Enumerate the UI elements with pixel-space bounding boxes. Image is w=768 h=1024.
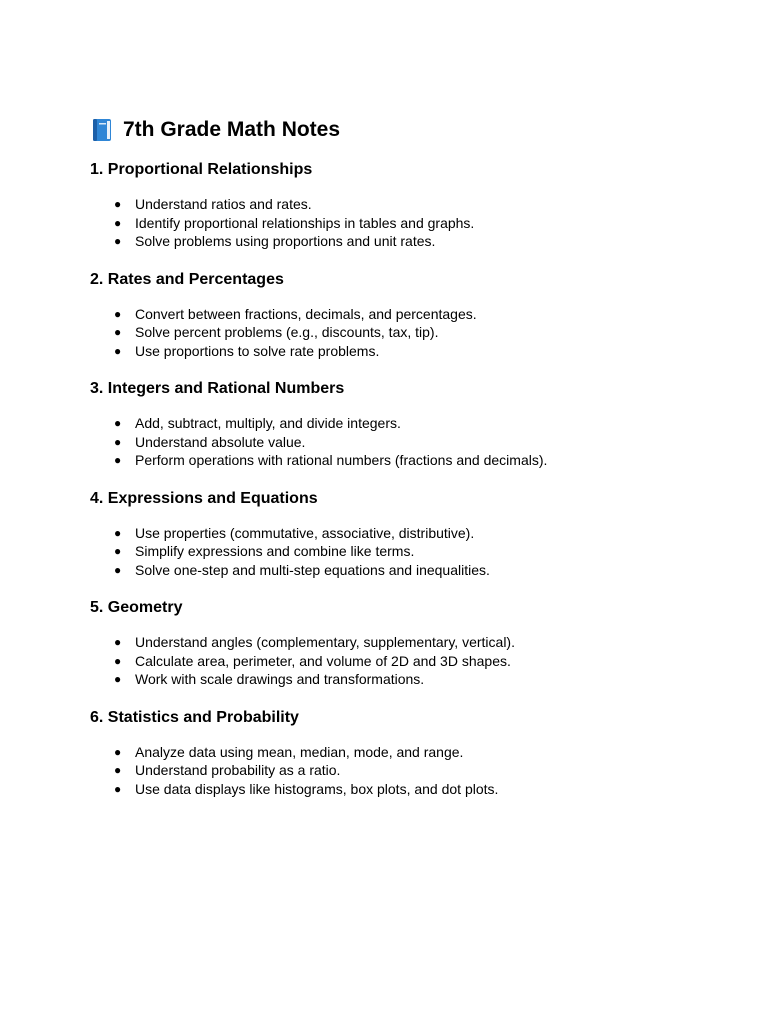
list-item [90, 524, 710, 543]
bullet-list [90, 633, 710, 689]
bullet-list [90, 743, 710, 799]
list-item-text: Use data displays like histograms, box plots, and dot plots. [135, 780, 499, 797]
bullet-icon: ● [114, 434, 122, 449]
list-item-text: Perform operations with rational numbers (fractions and decimals). [135, 452, 548, 468]
bullet-icon: ● [114, 215, 122, 230]
list-item [90, 670, 710, 689]
bullet-list [90, 524, 710, 580]
bullet-list [90, 414, 710, 470]
document-page [90, 115, 710, 816]
bullet-icon: ● [114, 525, 122, 540]
list-item [90, 652, 710, 671]
list-item [90, 305, 710, 324]
list-item-text: Calculate area, perimeter, and volume of 2D and 3D shapes. [135, 652, 511, 669]
list-item [90, 323, 710, 342]
bullet-list [90, 305, 710, 361]
list-item [90, 214, 710, 233]
list-item-text: Use proportions to solve rate problems. [135, 342, 380, 359]
bullet-icon: ● [114, 744, 122, 759]
list-item-text: Simplify expressions and combine like terms. [135, 543, 415, 559]
list-item [90, 542, 710, 561]
list-item [90, 761, 710, 780]
list-item-text: Solve percent problems (e.g., discounts, tax, tip). [135, 324, 439, 340]
list-item [90, 232, 710, 251]
list-item-text: Solve problems using proportions and unit rates. [135, 233, 436, 249]
list-item-text: Analyze data using mean, median, mode, and range. [135, 743, 464, 760]
bullet-icon: ● [114, 635, 122, 649]
list-item [90, 451, 710, 470]
list-item [90, 780, 710, 799]
section-1 [90, 159, 710, 251]
bullet-icon: ● [114, 544, 122, 558]
bullet-icon: ● [114, 763, 122, 777]
list-item-text: Add, subtract, multiply, and divide integers. [135, 415, 401, 431]
bullet-list [90, 195, 710, 251]
list-item-text: Convert between fractions, decimals, and percentages. [135, 305, 477, 322]
document-title [90, 115, 710, 145]
blue-book-icon [90, 118, 114, 142]
list-item-text: Understand ratios and rates. [135, 196, 312, 212]
sections-container [90, 159, 710, 798]
section-4 [90, 488, 710, 580]
list-item [90, 743, 710, 762]
list-item [90, 433, 710, 452]
list-item [90, 342, 710, 361]
bullet-icon: ● [114, 197, 122, 211]
section-3 [90, 378, 710, 470]
list-item-text: Identify proportional relationships in tables and graphs. [135, 214, 475, 231]
section-heading: 3. Integers and Rational Numbers [90, 380, 345, 397]
list-item-text: Use properties (commutative, associative, distributive). [135, 524, 475, 541]
list-item-text: Understand probability as a ratio. [135, 762, 341, 778]
bullet-icon: ● [114, 781, 122, 796]
bullet-icon: ● [114, 562, 122, 577]
bullet-icon: ● [114, 234, 122, 248]
list-item [90, 633, 710, 652]
bullet-icon: ● [114, 306, 122, 321]
list-item-text: Solve one-step and multi-step equations and inequalities. [135, 561, 490, 578]
bullet-icon: ● [114, 672, 122, 686]
section-heading: 6. Statistics and Probability [90, 708, 299, 726]
section-heading: 2. Rates and Percentages [90, 270, 284, 288]
bullet-icon: ● [114, 453, 122, 467]
bullet-icon: ● [114, 325, 122, 339]
bullet-icon: ● [114, 416, 122, 430]
list-item-text: Understand absolute value. [135, 433, 306, 450]
section-6 [90, 707, 710, 799]
bullet-icon: ● [114, 343, 122, 358]
section-heading: 4. Expressions and Equations [90, 489, 318, 507]
page-title: 7th Grade Math Notes [123, 118, 341, 141]
section-2 [90, 269, 710, 361]
section-heading: 5. Geometry [90, 599, 183, 616]
list-item [90, 195, 710, 214]
list-item [90, 561, 710, 580]
section-heading: 1. Proportional Relationships [90, 161, 313, 178]
list-item-text: Work with scale drawings and transformations. [135, 671, 425, 687]
list-item-text: Understand angles (complementary, supplementary, vertical). [135, 634, 515, 650]
bullet-icon: ● [114, 653, 122, 668]
section-5 [90, 597, 710, 689]
list-item [90, 414, 710, 433]
